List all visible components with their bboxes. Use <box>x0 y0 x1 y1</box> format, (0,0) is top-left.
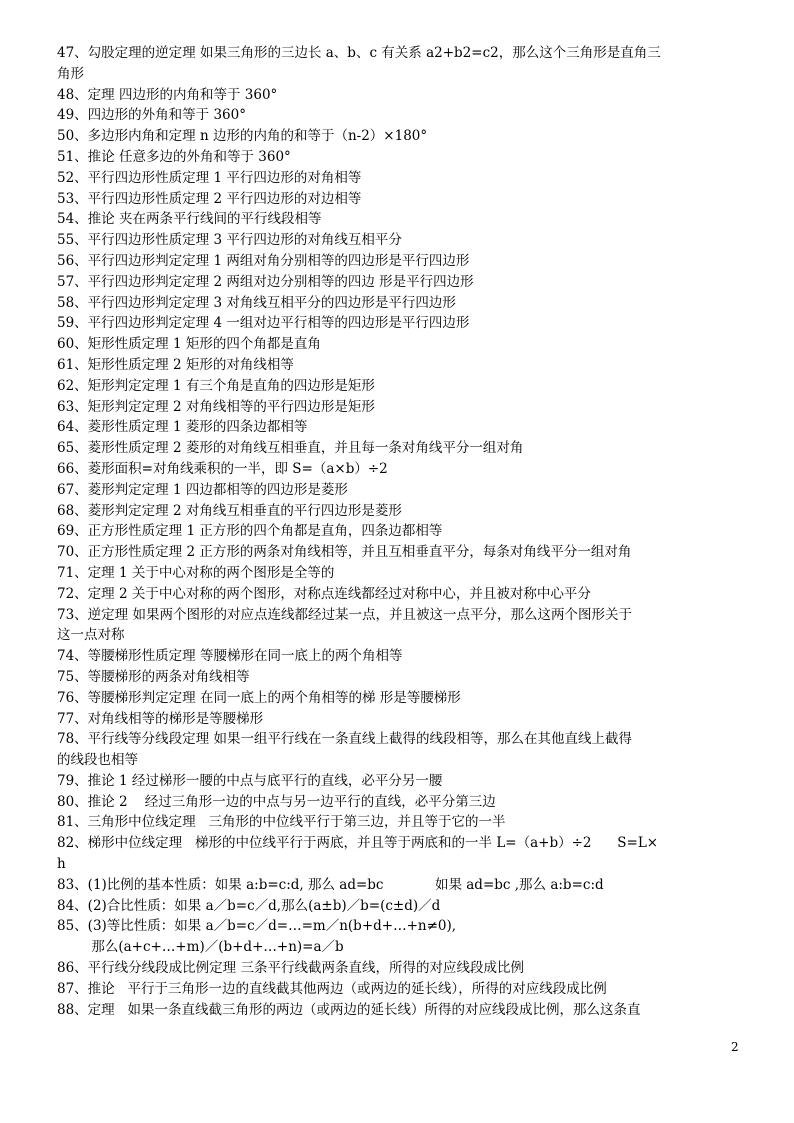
text-line: 76、等腰梯形判定定理 在同一底上的两个角相等的梯 形是等腰梯形 <box>57 689 461 706</box>
text-line: 88、定理 如果一条直线截三角形的两边（或两边的延长线）所得的对应线段成比例，那么这条直 <box>57 1001 641 1018</box>
text-line: 的线段也相等 <box>57 752 138 769</box>
text-line: 61、矩形性质定理 2 矩形的对角线相等 <box>57 356 294 373</box>
text-line: 49、四边形的外角和等于 360° <box>57 107 246 124</box>
text-line: 81、三角形中位线定理 三角形的中位线平行于第三边，并且等于它的一半 <box>57 814 506 831</box>
text-line: 87、推论 平行于三角形一边的直线截其他两边（或两边的延长线），所得的对应线段成比例 <box>57 980 607 997</box>
text-line: 67、菱形判定定理 1 四边都相等的四边形是菱形 <box>57 481 348 498</box>
text-line: 56、平行四边形判定定理 1 两组对角分别相等的四边形是平行四边形 <box>57 252 470 269</box>
text-line: 那么(a+c+…+m)／(b+d+…+n)=a／b <box>57 939 344 956</box>
text-line: 85、(3)等比性质：如果 a／b=c／d=…=m／n(b+d+…+n≠0), <box>57 918 457 935</box>
text-line: 79、推论 1 经过梯形一腰的中点与底平行的直线，必平分另一腰 <box>57 772 443 789</box>
text-line: 60、矩形性质定理 1 矩形的四个角都是直角 <box>57 336 321 353</box>
text-line: 角形 <box>57 65 84 82</box>
text-line: 73、逆定理 如果两个图形的对应点连线都经过某一点，并且被这一点平分，那么这两个图形关于 <box>57 606 632 623</box>
text-line: 47、勾股定理的逆定理 如果三角形的三边长 a、b、c 有关系 a2+b2=c2，那么这个三角形是直角三 <box>57 45 661 61</box>
text-line: 75、等腰梯形的两条对角线相等 <box>57 668 250 685</box>
text-line: 53、平行四边形性质定理 2 平行四边形的对边相等 <box>57 190 362 207</box>
text-line: 72、定理 2 关于中心对称的两个图形，对称点连线都经过对称中心，并且被对称中心平分 <box>57 585 591 602</box>
text-line: 52、平行四边形性质定理 1 平行四边形的对角相等 <box>57 169 362 186</box>
text-line: 59、平行四边形判定定理 4 一组对边平行相等的四边形是平行四边形 <box>57 315 470 332</box>
text-line: 71、定理 1 关于中心对称的两个图形是全等的 <box>57 564 335 581</box>
text-line: 80、推论 2 经过三角形一边的中点与另一边平行的直线，必平分第三边 <box>57 793 496 810</box>
text-line: 66、菱形面积=对角线乘积的一半，即 S=（a×b）÷2 <box>57 460 388 477</box>
text-line: 64、菱形性质定理 1 菱形的四条边都相等 <box>57 419 308 436</box>
text-line: 78、平行线等分线段定理 如果一组平行线在一条直线上截得的线段相等，那么在其他直线上截得 <box>57 731 632 748</box>
text-line: 57、平行四边形判定定理 2 两组对边分别相等的四边 形是平行四边形 <box>57 273 474 290</box>
document-body <box>57 43 747 1020</box>
text-line: 48、定理 四边形的内角和等于 360° <box>57 86 278 103</box>
text-line: 83、(1)比例的基本性质：如果 a:b=c:d, 那么 ad=bc 如果 ad=bc ,那么 a:b=c:d <box>57 876 604 893</box>
text-line: 68、菱形判定定理 2 对角线互相垂直的平行四边形是菱形 <box>57 502 402 519</box>
text-line: 54、推论 夹在两条平行线间的平行线段相等 <box>57 211 322 228</box>
text-line: 86、平行线分线段成比例定理 三条平行线截两条直线，所得的对应线段成比例 <box>57 960 524 977</box>
text-line: 77、对角线相等的梯形是等腰梯形 <box>57 710 264 727</box>
text-line: 70、正方形性质定理 2 正方形的两条对角线相等，并且互相垂直平分，每条对角线平分一组对角 <box>57 544 632 561</box>
text-line: 84、(2)合比性质：如果 a／b=c／d,那么(a±b)／b=(c±d)／d <box>57 897 441 914</box>
text-line: 58、平行四边形判定定理 3 对角线互相平分的四边形是平行四边形 <box>57 294 456 311</box>
text-line: h <box>57 856 66 873</box>
text-line: 62、矩形判定定理 1 有三个角是直角的四边形是矩形 <box>57 377 375 394</box>
text-line: 50、多边形内角和定理 n 边形的内角的和等于（n-2）×180° <box>57 128 428 145</box>
text-line: 65、菱形性质定理 2 菱形的对角线互相垂直，并且每一条对角线平分一组对角 <box>57 440 524 457</box>
text-line: 51、推论 任意多边的外角和等于 360° <box>57 148 291 165</box>
text-line: 63、矩形判定定理 2 对角线相等的平行四边形是矩形 <box>57 398 375 415</box>
text-line: 69、正方形性质定理 1 正方形的四个角都是直角，四条边都相等 <box>57 523 443 540</box>
text-line: 82、梯形中位线定理 梯形的中位线平行于两底，并且等于两底和的一半 L=（a+b）÷2 S=L× <box>57 835 659 852</box>
text-line: 74、等腰梯形性质定理 等腰梯形在同一底上的两个角相等 <box>57 648 403 665</box>
page-number: 2 <box>731 1040 739 1054</box>
text-line: 这一点对称 <box>57 627 125 644</box>
text-line: 55、平行四边形性质定理 3 平行四边形的对角线互相平分 <box>57 232 402 249</box>
